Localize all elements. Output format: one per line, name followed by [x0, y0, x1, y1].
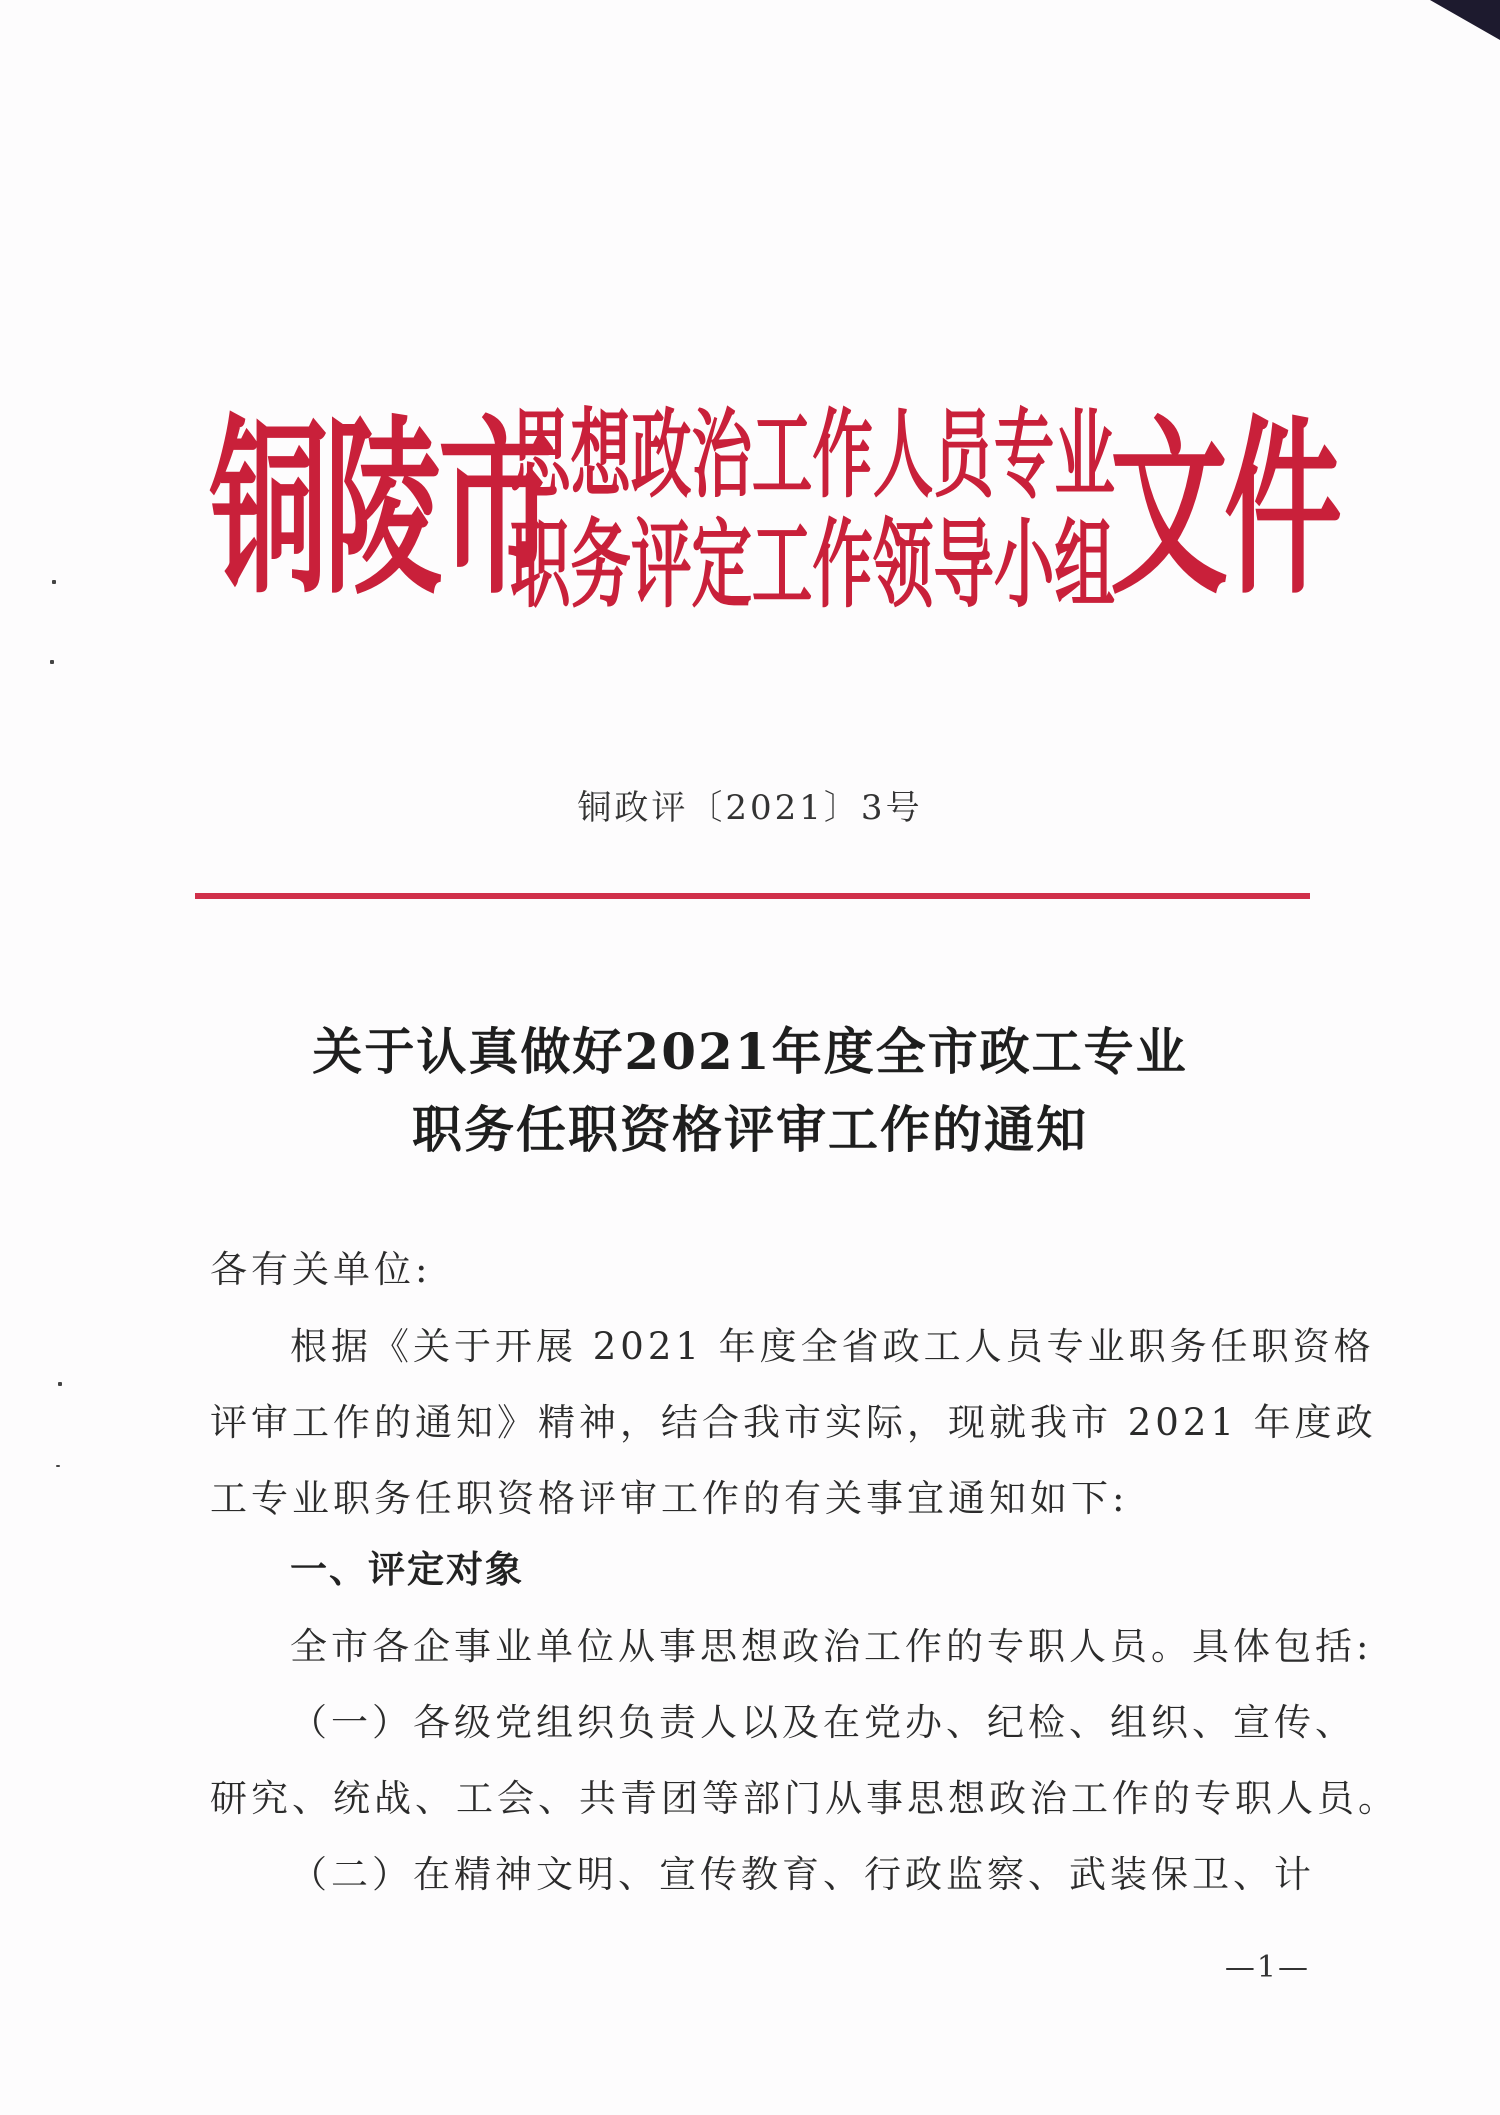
document-title-line-1: 关于认真做好2021年度全市政工专业 — [312, 1022, 1188, 1081]
paragraph-1-line-3: 工专业职务任职资格评审工作的有关事宜通知如下: — [210, 1477, 1129, 1520]
masthead-issuer-line-2: 职务评定工作领导小组 — [510, 509, 1115, 621]
paragraph-4-line-1: （二）在精神文明、宣传教育、行政监察、武装保卫、计 — [290, 1853, 1315, 1896]
red-masthead — [210, 399, 1339, 625]
document-title-line-2: 职务任职资格评审工作的通知 — [412, 1100, 1088, 1159]
salutation: 各有关单位: — [210, 1248, 432, 1291]
page-number: —1— — [1224, 1950, 1310, 1985]
scan-speck — [52, 580, 56, 584]
paragraph-2-line-1: 全市各企事业单位从事思想政治工作的专职人员。具体包括: — [290, 1625, 1373, 1668]
scan-edge-shadow — [1430, 0, 1500, 40]
scan-speck — [58, 1382, 62, 1386]
scan-speck — [56, 1465, 60, 1467]
paragraph-1-line-2: 评审工作的通知》精神，结合我市实际，现就我市 2021 年度政 — [210, 1401, 1377, 1444]
masthead-issuer — [510, 400, 1130, 625]
red-divider-rule — [195, 893, 1310, 899]
masthead-city: 铜陵市 — [210, 399, 553, 620]
paragraph-3-line-1: （一）各级党组织负责人以及在党办、纪检、组织、宣传、 — [290, 1701, 1356, 1744]
scan-speck — [50, 660, 54, 664]
paragraph-3-line-2: 研究、统战、工会、共青团等部门从事思想政治工作的专职人员。 — [210, 1777, 1399, 1820]
document-number: 铜政评〔2021〕3号 — [577, 788, 923, 828]
paragraph-1-line-1: 根据《关于开展 2021 年度全省政工人员专业职务任职资格 — [290, 1325, 1375, 1368]
section-heading-1: 一、评定对象 — [290, 1548, 524, 1591]
masthead-document: 文件 — [1110, 399, 1339, 620]
masthead-issuer-line-1: 思想政治工作人员专业 — [510, 399, 1115, 511]
